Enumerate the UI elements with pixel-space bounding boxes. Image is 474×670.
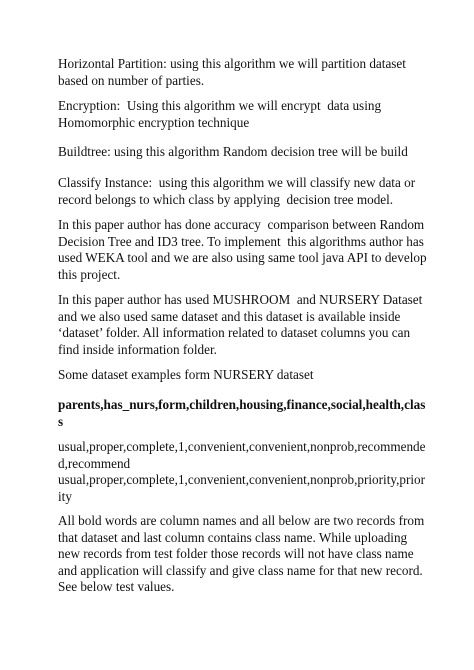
text-line: All bold words are column names and all below are two records from (58, 513, 425, 528)
text-line: parents,has_nurs,form,children,housing,finance,social,health,clas (58, 397, 426, 412)
text-line: Horizontal Partition: using this algorithm we will partition dataset (58, 56, 406, 71)
text-line: ity (58, 488, 72, 504)
text-line: usual,proper,complete,1,convenient,convenient,nonprob,recommende (58, 439, 426, 454)
text-line: See below test values. (58, 579, 175, 595)
text-line: this project. (58, 266, 121, 282)
text-line: In this paper author has done accuracy comparison between Random (58, 217, 425, 232)
text-line: and application will classify and give class name for that new record. (58, 562, 423, 578)
text-line: and we also used same dataset and this dataset is available inside (58, 308, 401, 324)
paragraph-accuracy-comparison (58, 217, 427, 283)
text-line: In this paper author has used MUSHROOM and NURSERY Dataset (58, 292, 423, 307)
paragraph-encryption (58, 98, 420, 131)
paragraph-examples-heading (58, 367, 420, 384)
text-line: that dataset and last column contains class name. While uploading (58, 529, 408, 545)
text-line: Buildtree: using this algorithm Random decision tree will be build (58, 144, 408, 159)
text-line: Some dataset examples form NURSERY dataset (58, 367, 314, 382)
text-line: ‘dataset’ folder. All information related to dataset columns you can (58, 325, 411, 341)
paragraph-explanation (58, 513, 425, 596)
paragraph-horizontal-partition (58, 56, 420, 89)
text-line: Decision Tree and ID3 tree. To implement this algorithms author has (58, 233, 424, 249)
text-line: d,recommend (58, 455, 131, 471)
text-line: used WEKA tool and we are also using same tool java API to develop (58, 250, 427, 266)
text-line: Classify Instance: using this algorithm we will classify new data or (58, 175, 416, 190)
paragraph-classify-instance (58, 175, 420, 208)
text-line: record belongs to which class by applying decision tree model. (58, 191, 394, 207)
paragraph-datasets (58, 292, 423, 358)
paragraph-column-names (58, 397, 426, 430)
text-line: Encryption: Using this algorithm we will encrypt data using (58, 98, 382, 113)
text-line: Homomorphic encryption technique (58, 114, 250, 130)
text-line: s (58, 413, 64, 429)
text-line: find inside information folder. (58, 341, 217, 357)
paragraph-records (58, 439, 426, 505)
text-line: new records from test folder those records will not have class name (58, 546, 414, 562)
text-line: usual,proper,complete,1,convenient,convenient,nonprob,priority,prior (58, 472, 426, 488)
paragraph-buildtree (58, 144, 420, 161)
text-line: based on number of parties. (58, 72, 205, 88)
